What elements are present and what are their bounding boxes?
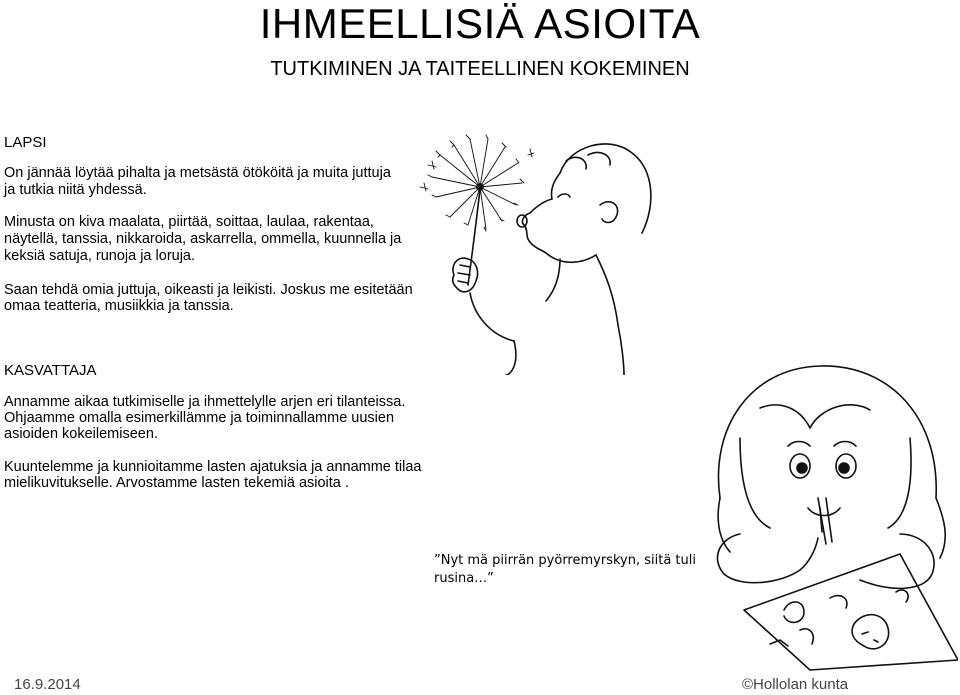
kasvattaja-paragraph-2: Kuuntelemme ja kunnioitamme lasten ajatuksia ja annamme tilaa mielikuvitukselle. Arvostamme lasten tekemiä asioita . — [4, 459, 422, 491]
girl-drawing-illustration — [700, 348, 958, 673]
section-heading-lapsi: LAPSI — [4, 134, 47, 151]
section-heading-kasvattaja: KASVATTAJA — [4, 362, 97, 379]
lapsi-paragraph-2: Minusta on kiva maalata, piirtää, soittaa, laulaa, rakentaa, näytellä, tanssia, nikkaroida, askarrella, ommella, kuunnella ja keksiä satuja, runoja ja loruja. — [4, 214, 402, 264]
page-title: IHMEELLISIÄ ASIOITA — [259, 0, 701, 47]
child-quote: ”Nyt mä piirrän pyörremyrskyn, siitä tuli rusina…” — [434, 553, 696, 586]
lapsi-paragraph-3: Saan tehdä omia juttuja, oikeasti ja leikisti. Joskus me esitetään omaa teatteria, musiikkia ja tanssia. — [4, 282, 413, 314]
footer-date: 16.9.2014 — [14, 676, 81, 693]
boy-dandelion-illustration — [410, 125, 660, 375]
lapsi-paragraph-1: On jännää löytää pihalta ja metsästä ötököitä ja muita juttuja ja tutkia niitä yhdessä. — [4, 165, 391, 198]
page-subtitle: TUTKIMINEN JA TAITEELLINEN KOKEMINEN — [270, 58, 690, 80]
kasvattaja-paragraph-1: Annamme aikaa tutkimiselle ja ihmettelylle arjen eri tilanteissa. Ohjaamme omalla esimerkillämme ja toiminnallamme uusien asioiden kokeilemiseen. — [4, 394, 406, 442]
footer-copyright: ©Hollolan kunta — [742, 676, 849, 693]
